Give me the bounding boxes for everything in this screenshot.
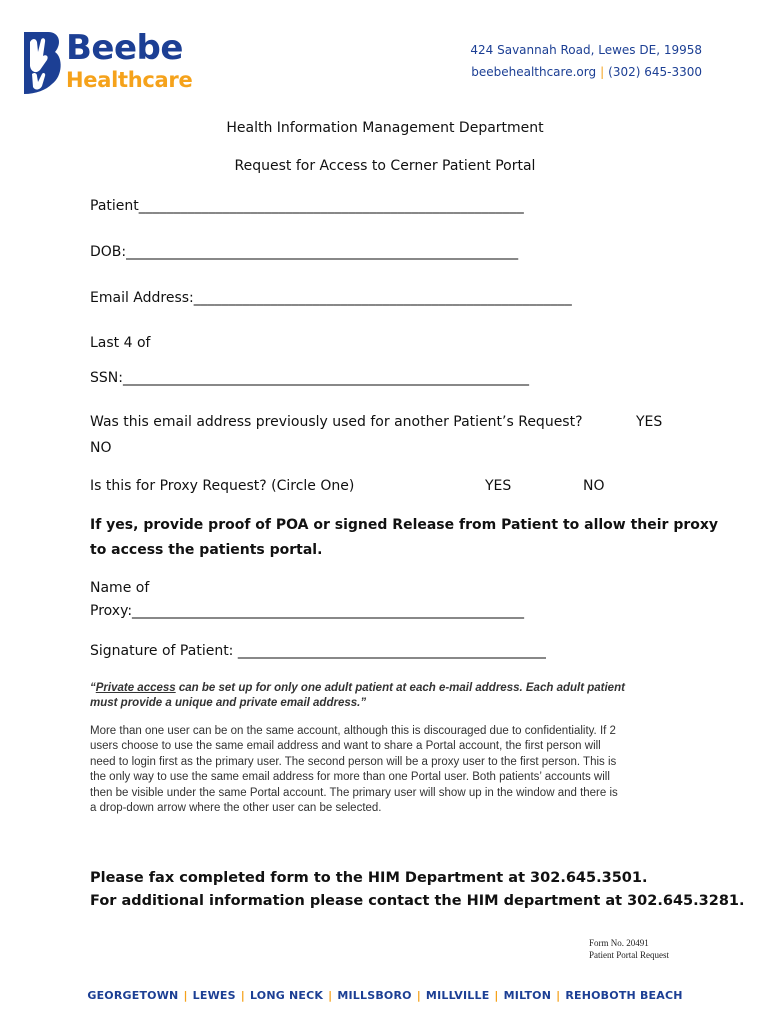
ssn-field[interactable]: SSN:__________________________________________________________	[90, 370, 529, 386]
request-title: Request for Access to Cerner Patient Portal	[234, 158, 536, 174]
logo-beebe-text: Beebe	[66, 28, 183, 68]
proxy-no[interactable]: NO	[583, 478, 605, 494]
quote-open: “	[90, 682, 96, 694]
contact-separator: |	[600, 65, 605, 79]
paragraph-line: then be visible under the same Portal account. The primary user will show up in the window and there is	[90, 786, 618, 799]
form-identifier	[589, 937, 669, 961]
location-item: MILTON	[503, 989, 552, 1002]
email-previous-question: Was this email address previously used for another Patient’s Request?	[90, 414, 583, 430]
paragraph-line: a drop-down arrow where the other user can be selected.	[90, 802, 382, 815]
proxy-yes[interactable]: YES	[485, 478, 512, 494]
proxy-question: Is this for Proxy Request? (Circle One)	[90, 478, 355, 494]
location-item: MILLSBORO	[337, 989, 412, 1002]
contact-instruction: For additional information please contact the HIM department at 302.645.3281.	[90, 893, 745, 909]
logo-healthcare-text: Healthcare	[66, 68, 193, 92]
paragraph-line: the only way to use the same email address for more than one Portal user. Both patients’ accounts will	[90, 771, 610, 784]
fax-instruction: Please fax completed form to the HIM Department at 302.645.3501.	[90, 870, 648, 886]
location-item: REHOBOTH BEACH	[565, 989, 683, 1002]
location-item: LEWES	[192, 989, 236, 1002]
department-title: Health Information Management Department	[226, 120, 544, 136]
paragraph-line: users choose to use the same email address and want to share a Portal account, the first person will	[90, 740, 601, 753]
location-item: GEORGETOWN	[87, 989, 179, 1002]
shared-account-paragraph	[90, 724, 690, 816]
address: 424 Savannah Road, Lewes DE, 19958	[470, 43, 702, 57]
location-item: LONG NECK	[249, 989, 324, 1002]
dob-field[interactable]: DOB:________________________________________________________	[90, 244, 519, 260]
paragraph-line: More than one user can be on the same account, although this is discouraged due to confidentiality. If 2	[90, 725, 616, 737]
phone: (302) 645-3300	[608, 65, 702, 79]
proxy-info-line1: If yes, provide proof of POA or signed Release from Patient to allow their proxy	[90, 517, 719, 533]
website: beebehealthcare.org	[471, 65, 597, 79]
proxy-info-line2: to access the patients portal.	[90, 542, 323, 558]
email-previous-no[interactable]: NO	[90, 440, 112, 456]
form-number: Form No. 20491	[589, 938, 649, 948]
contact-line	[471, 65, 702, 79]
paragraph-line: need to login first as the primary user. The second person will be a proxy user to the first person. This is	[90, 755, 617, 768]
ssn-label: Last 4 of	[90, 335, 151, 351]
proxy-name-field[interactable]: Proxy:________________________________________________________	[90, 603, 525, 619]
locations-footer: GEORGETOWN | LEWES | LONG NECK | MILLSBORO | MILLVILLE | MILTON | REHOBOTH BEACH	[87, 989, 683, 1002]
beebe-logo	[22, 30, 192, 96]
notice-line2: must provide a unique and private email address.”	[90, 697, 367, 709]
private-access-link: Private access	[95, 682, 176, 694]
proxy-name-label: Name of	[90, 580, 150, 596]
private-access-notice	[90, 681, 690, 696]
location-item: MILLVILLE	[425, 989, 490, 1002]
email-field[interactable]: Email Address:______________________________________________________	[90, 290, 572, 306]
signature-field[interactable]: Signature of Patient: ____________________________________________	[90, 643, 546, 659]
hands-logo-icon	[22, 30, 64, 96]
patient-field[interactable]: Patient_______________________________________________________	[90, 198, 524, 214]
email-previous-yes[interactable]: YES	[636, 414, 663, 430]
form-name: Patient Portal Request	[589, 950, 669, 960]
notice-line1: can be set up for only one adult patient at each e-mail address. Each adult patient	[175, 682, 625, 694]
